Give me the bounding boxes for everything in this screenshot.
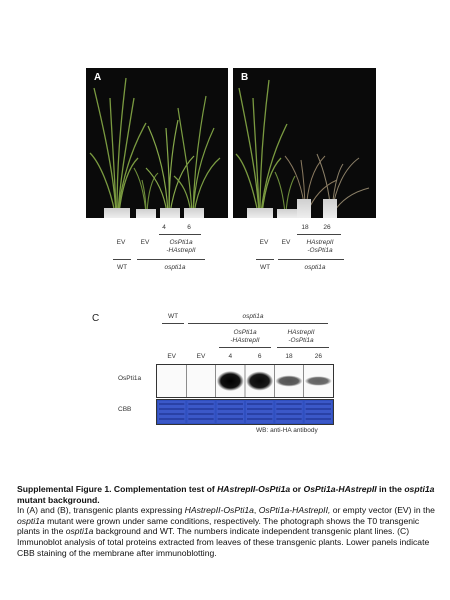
cbb-stain-band xyxy=(218,403,243,405)
panel-a-number-6: 6 xyxy=(187,224,191,231)
caption-body-part: , xyxy=(253,505,259,516)
panel-c-header-wt: WT xyxy=(167,313,179,320)
plant-wt-b xyxy=(236,80,287,213)
caption-title-part: ospti1a xyxy=(404,484,435,494)
lane-label: EV xyxy=(196,353,206,360)
lane-label: 26 xyxy=(314,353,322,360)
panel-c-group1-line1: OsPti1a xyxy=(233,329,257,336)
lane-label: 18 xyxy=(285,353,293,360)
wb-band xyxy=(217,371,244,391)
panel-b-construct-2: -OsPti1a xyxy=(307,247,333,254)
panel-c-group1-line xyxy=(219,347,271,348)
caption-title-part: OsPti1a-HAstrepII xyxy=(303,484,377,494)
cbb-stain-band xyxy=(188,413,213,415)
lane-label: EV xyxy=(167,353,176,360)
panel-c-mutant-line xyxy=(188,323,328,324)
cbb-stain-band xyxy=(306,413,331,415)
cbb-stain-band xyxy=(188,403,213,405)
caption-body-part: ospti1a xyxy=(65,526,94,537)
western-blot xyxy=(156,364,334,398)
row-label-cbb: CBB xyxy=(118,406,132,413)
cbb-stain-band xyxy=(159,413,184,415)
caption-body-part: HAstrepII-OsPti1a xyxy=(184,505,254,516)
cbb-stain-band xyxy=(306,408,331,410)
panel-c-group2-line2: -OsPti1a xyxy=(288,337,314,344)
panel-a-mutant-line xyxy=(137,259,205,260)
plant-line-6 xyxy=(174,96,220,213)
lane-label: 4 xyxy=(228,353,233,360)
panel-b-photo xyxy=(233,68,376,218)
cbb-stain-band xyxy=(247,408,272,410)
caption-body xyxy=(17,505,442,558)
panel-c-group2-line1: HAstrepII xyxy=(287,329,315,336)
panel-b-mutant-label: ospti1a xyxy=(304,264,326,271)
cbb-stain-band xyxy=(159,403,184,405)
panel-b-ev-1: EV xyxy=(259,239,269,246)
caption-body-part: ospti1a xyxy=(17,515,45,526)
panel-a-ev-2: EV xyxy=(140,239,150,246)
caption-body-part: In (A) and (B), transgenic plants expressing xyxy=(17,505,185,516)
cbb-stain-band xyxy=(188,418,213,420)
panel-b-wt-label: WT xyxy=(259,264,271,271)
caption-title xyxy=(17,484,442,505)
panel-b-construct-line xyxy=(297,234,341,235)
panel-a-ev-1: EV xyxy=(116,239,126,246)
row-label-ospti1a: OsPti1a xyxy=(118,375,142,382)
plant-ev-a xyxy=(134,168,158,213)
panel-a-mutant-label: ospti1a xyxy=(164,264,186,271)
panel-a-construct-1: OsPti1a xyxy=(169,239,193,246)
cbb-stain-band xyxy=(276,408,301,410)
panel-b-plants xyxy=(233,68,376,218)
wb-band xyxy=(305,376,332,386)
panel-a-wt-line xyxy=(113,259,131,260)
cbb-stain-band xyxy=(276,403,301,405)
caption-title-part: mutant background. xyxy=(17,494,100,505)
caption-body-part: mutant were grown under same conditions, respectively. The photograph shows the T0 transgenic plants in the xyxy=(17,515,420,537)
panel-a-photo xyxy=(86,68,228,218)
caption-title-part: Supplemental Figure 1. Complementation test of xyxy=(17,484,218,494)
cbb-stain-band xyxy=(276,413,301,415)
cbb-stain-band xyxy=(188,408,213,410)
panel-b-letter: B xyxy=(241,72,249,83)
panel-a-construct-2: -HAstrepII xyxy=(166,247,196,254)
cbb-gel xyxy=(156,399,334,425)
panel-c-wt-line xyxy=(162,323,184,324)
panel-a-construct-line xyxy=(159,234,201,235)
panel-b-mutant-line xyxy=(278,259,344,260)
panel-b-number-26: 26 xyxy=(323,224,331,231)
wb-band xyxy=(246,371,273,390)
cbb-stain-band xyxy=(247,413,272,415)
caption-title-part: HAstrepII-OsPti1a xyxy=(217,484,291,494)
panel-c-header-mutant: ospti1a xyxy=(242,313,264,320)
plant-ev-b xyxy=(275,172,295,213)
panel-c-letter: C xyxy=(92,313,100,324)
cbb-stain-band xyxy=(247,418,272,420)
panel-a-letter: A xyxy=(94,72,102,83)
cbb-stain-band xyxy=(306,418,331,420)
western-blot-bands xyxy=(157,365,333,397)
plant-wt-a xyxy=(90,78,146,213)
figure-caption xyxy=(17,484,442,558)
caption-body-part: or empty vector (EV) in the xyxy=(330,505,435,516)
cbb-stain-band xyxy=(306,403,331,405)
panel-a-wt-label: WT xyxy=(116,264,128,271)
panel-a-number-4: 4 xyxy=(162,224,166,231)
panel-b-number-18: 18 xyxy=(301,224,309,231)
cbb-stain-band xyxy=(218,408,243,410)
lane-label: 6 xyxy=(257,353,262,360)
panel-c-group1-line2: -HAstrepII xyxy=(230,337,260,344)
panel-b-wt-line xyxy=(256,259,274,260)
panel-c-group2-line xyxy=(277,347,329,348)
cbb-stain-band xyxy=(159,408,184,410)
panel-c-footnote: WB: anti-HA antibody xyxy=(256,427,318,434)
cbb-stain-band xyxy=(247,403,272,405)
caption-title-part: in the xyxy=(376,484,405,494)
caption-body-part: OsPti1a-HAstrepII, xyxy=(258,505,331,516)
cbb-stain-band xyxy=(276,418,301,420)
caption-title-part: or xyxy=(290,484,304,494)
panel-a-plants xyxy=(86,68,228,218)
cbb-stain-band xyxy=(218,413,243,415)
panel-b-ev-2: EV xyxy=(281,239,291,246)
wb-band xyxy=(276,375,303,386)
panel-b-construct-1: HAstrepII xyxy=(306,239,334,246)
caption-body-part: background and WT. The numbers indicate independent transgenic plant lines. (C) Immunoblot analysis of total proteins extracted from leaves of these transgenic plants. Lower panels indicate CBB staining of the membrane after immunoblotting. xyxy=(17,526,430,558)
cbb-stain-band xyxy=(218,418,243,420)
cbb-stain-band xyxy=(159,418,184,420)
cbb-lanes xyxy=(157,400,333,424)
